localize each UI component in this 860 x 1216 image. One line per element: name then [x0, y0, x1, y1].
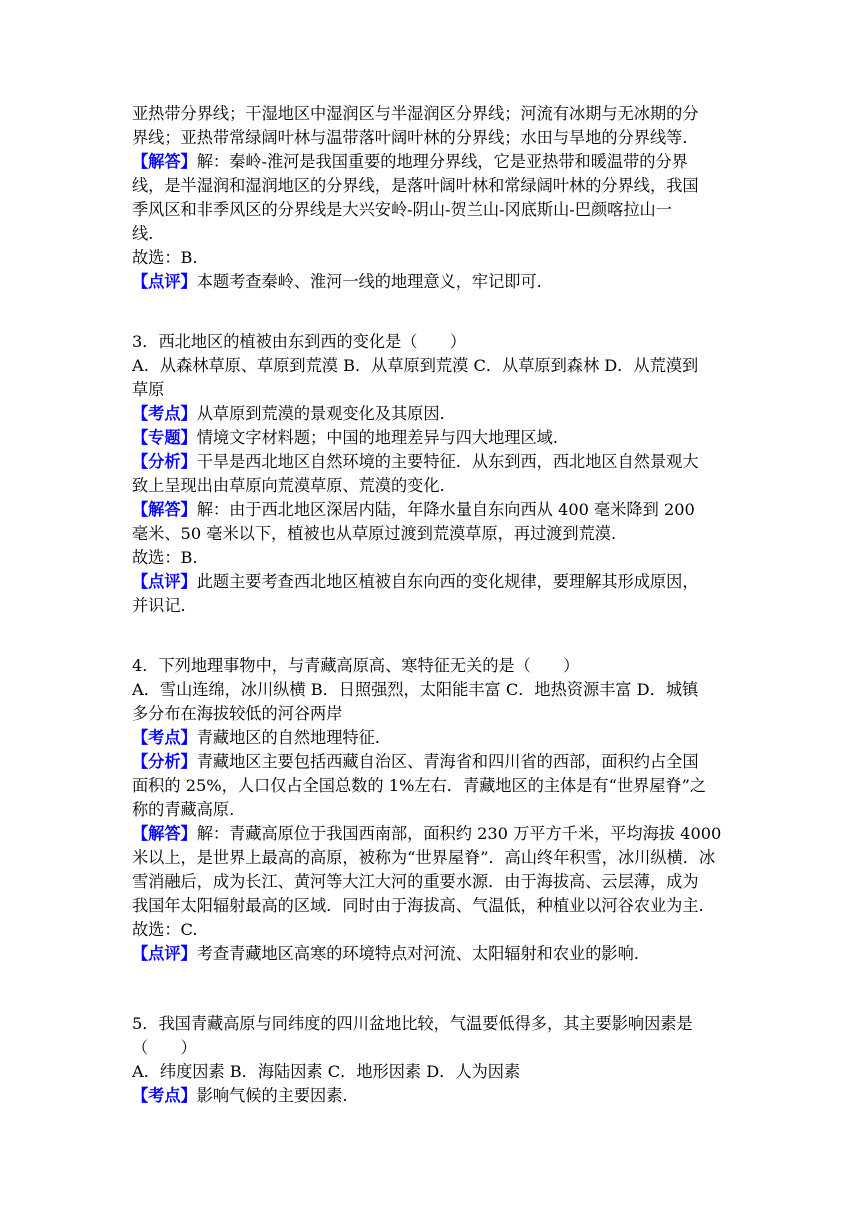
- jieda-tag: 【解答】: [132, 824, 197, 843]
- comment-line: 【点评】考查青藏地区高寒的环境特点对河流、太阳辐射和农业的影响.: [132, 944, 639, 963]
- question-stem: 3．西北地区的植被由东到西的变化是（ ）: [132, 332, 467, 351]
- text-line: 线，是半湿润和湿润地区的分界线，是落叶阔叶林和常绿阔叶林的分界线，我国: [132, 176, 699, 195]
- text-line: 面积的 25%，人口仅占全国总数的 1%左右．青藏地区的主体是有“世界屋脊”之: [132, 776, 707, 795]
- question-stem: 5．我国青藏高原与同纬度的四川盆地比较，气温要低得多，其主要影响因素是: [132, 1014, 693, 1033]
- fenxi-tag: 【分析】: [132, 452, 197, 471]
- text-line: 致上呈现出由草原向荒漠草原、荒漠的变化.: [132, 476, 445, 495]
- choice-line: 故选：C.: [132, 920, 198, 939]
- zhuanti-tag: 【专题】: [132, 428, 197, 447]
- kaodian-line: 【考点】青藏地区的自然地理特征.: [132, 728, 380, 747]
- kaodian-line: 【考点】影响气候的主要因素.: [132, 1086, 348, 1105]
- text-line: 亚热带分界线；干湿地区中湿润区与半湿润区分界线；河流有冰期与无冰期的分: [132, 104, 699, 123]
- comment-line: 【点评】此题主要考查西北地区植被自东向西的变化规律，要理解其形成原因，: [132, 572, 699, 591]
- question-options: A．从森林草原、草原到荒漠 B．从草原到荒漠 C．从草原到森林 D．从荒漠到: [132, 356, 699, 375]
- question-options: A．雪山连绵，冰川纵横 B．日照强烈，太阳能丰富 C．地热资源丰富 D．城镇: [132, 680, 699, 699]
- fenxi-line: 【分析】干旱是西北地区自然环境的主要特征．从东到西，西北地区自然景观大: [132, 452, 699, 471]
- kaodian-tag: 【考点】: [132, 1086, 197, 1105]
- zhuanti-line: 【专题】情境文字材料题；中国的地理差异与四大地理区域.: [132, 428, 559, 447]
- question-options: 草原: [132, 380, 165, 399]
- fenxi-line: 【分析】青藏地区主要包括西藏自治区、青海省和四川省的西部，面积约占全国: [132, 752, 699, 771]
- dianping-tag: 【点评】: [132, 272, 197, 291]
- text-line: 季风区和非季风区的分界线是大兴安岭-阴山-贺兰山-冈底斯山-巴颜喀拉山一: [132, 200, 672, 219]
- choice-line: 故选：B.: [132, 248, 198, 267]
- answer-line: 【解答】解：秦岭-淮河是我国重要的地理分界线，它是亚热带和暖温带的分界: [132, 152, 688, 171]
- jieda-tag: 【解答】: [132, 152, 197, 171]
- answer-line: 【解答】解：青藏高原位于我国西南部，面积约 230 万平方千米，平均海拔 4000: [132, 824, 722, 843]
- text-line: 并识记.: [132, 596, 186, 615]
- kaodian-tag: 【考点】: [132, 728, 197, 747]
- fenxi-tag: 【分析】: [132, 752, 197, 771]
- kaodian-tag: 【考点】: [132, 404, 197, 423]
- text-line: 线.: [132, 224, 154, 243]
- choice-line: 故选：B.: [132, 548, 198, 567]
- question-options: 多分布在海拔较低的河谷两岸: [132, 704, 343, 723]
- text-line: 雪消融后，成为长江、黄河等大江大河的重要水源．由于海拔高、云层薄，成为: [132, 872, 699, 891]
- text-line: 称的青藏高原.: [132, 800, 235, 819]
- question-options: A．纬度因素 B．海陆因素 C．地形因素 D．人为因素: [132, 1062, 521, 1081]
- dianping-tag: 【点评】: [132, 572, 197, 591]
- dianping-tag: 【点评】: [132, 944, 197, 963]
- comment-line: 【点评】本题考查秦岭、淮河一线的地理意义，牢记即可.: [132, 272, 542, 291]
- text-line: 我国年太阳辐射最高的区域．同时由于海拔高、气温低，种植业以河谷农业为主.: [132, 896, 704, 915]
- jieda-tag: 【解答】: [132, 500, 197, 519]
- answer-line: 【解答】解：由于西北地区深居内陆，年降水量自东向西从 400 毫米降到 200: [132, 500, 695, 519]
- text-line: 界线；亚热带常绿阔叶林与温带落叶阔叶林的分界线；水田与旱地的分界线等.: [132, 128, 688, 147]
- question-stem: 4．下列地理事物中，与青藏高原高、寒特征无关的是（ ）: [132, 656, 580, 675]
- kaodian-line: 【考点】从草原到荒漠的景观变化及其原因.: [132, 404, 445, 423]
- text-line: 毫米、50 毫米以下，植被也从草原过渡到荒漠草原，再过渡到荒漠.: [132, 524, 617, 543]
- question-stem: （ ）: [132, 1038, 197, 1057]
- text-line: 米以上，是世界上最高的高原，被称为“世界屋脊”．高山终年积雪，冰川纵横．冰: [132, 848, 716, 867]
